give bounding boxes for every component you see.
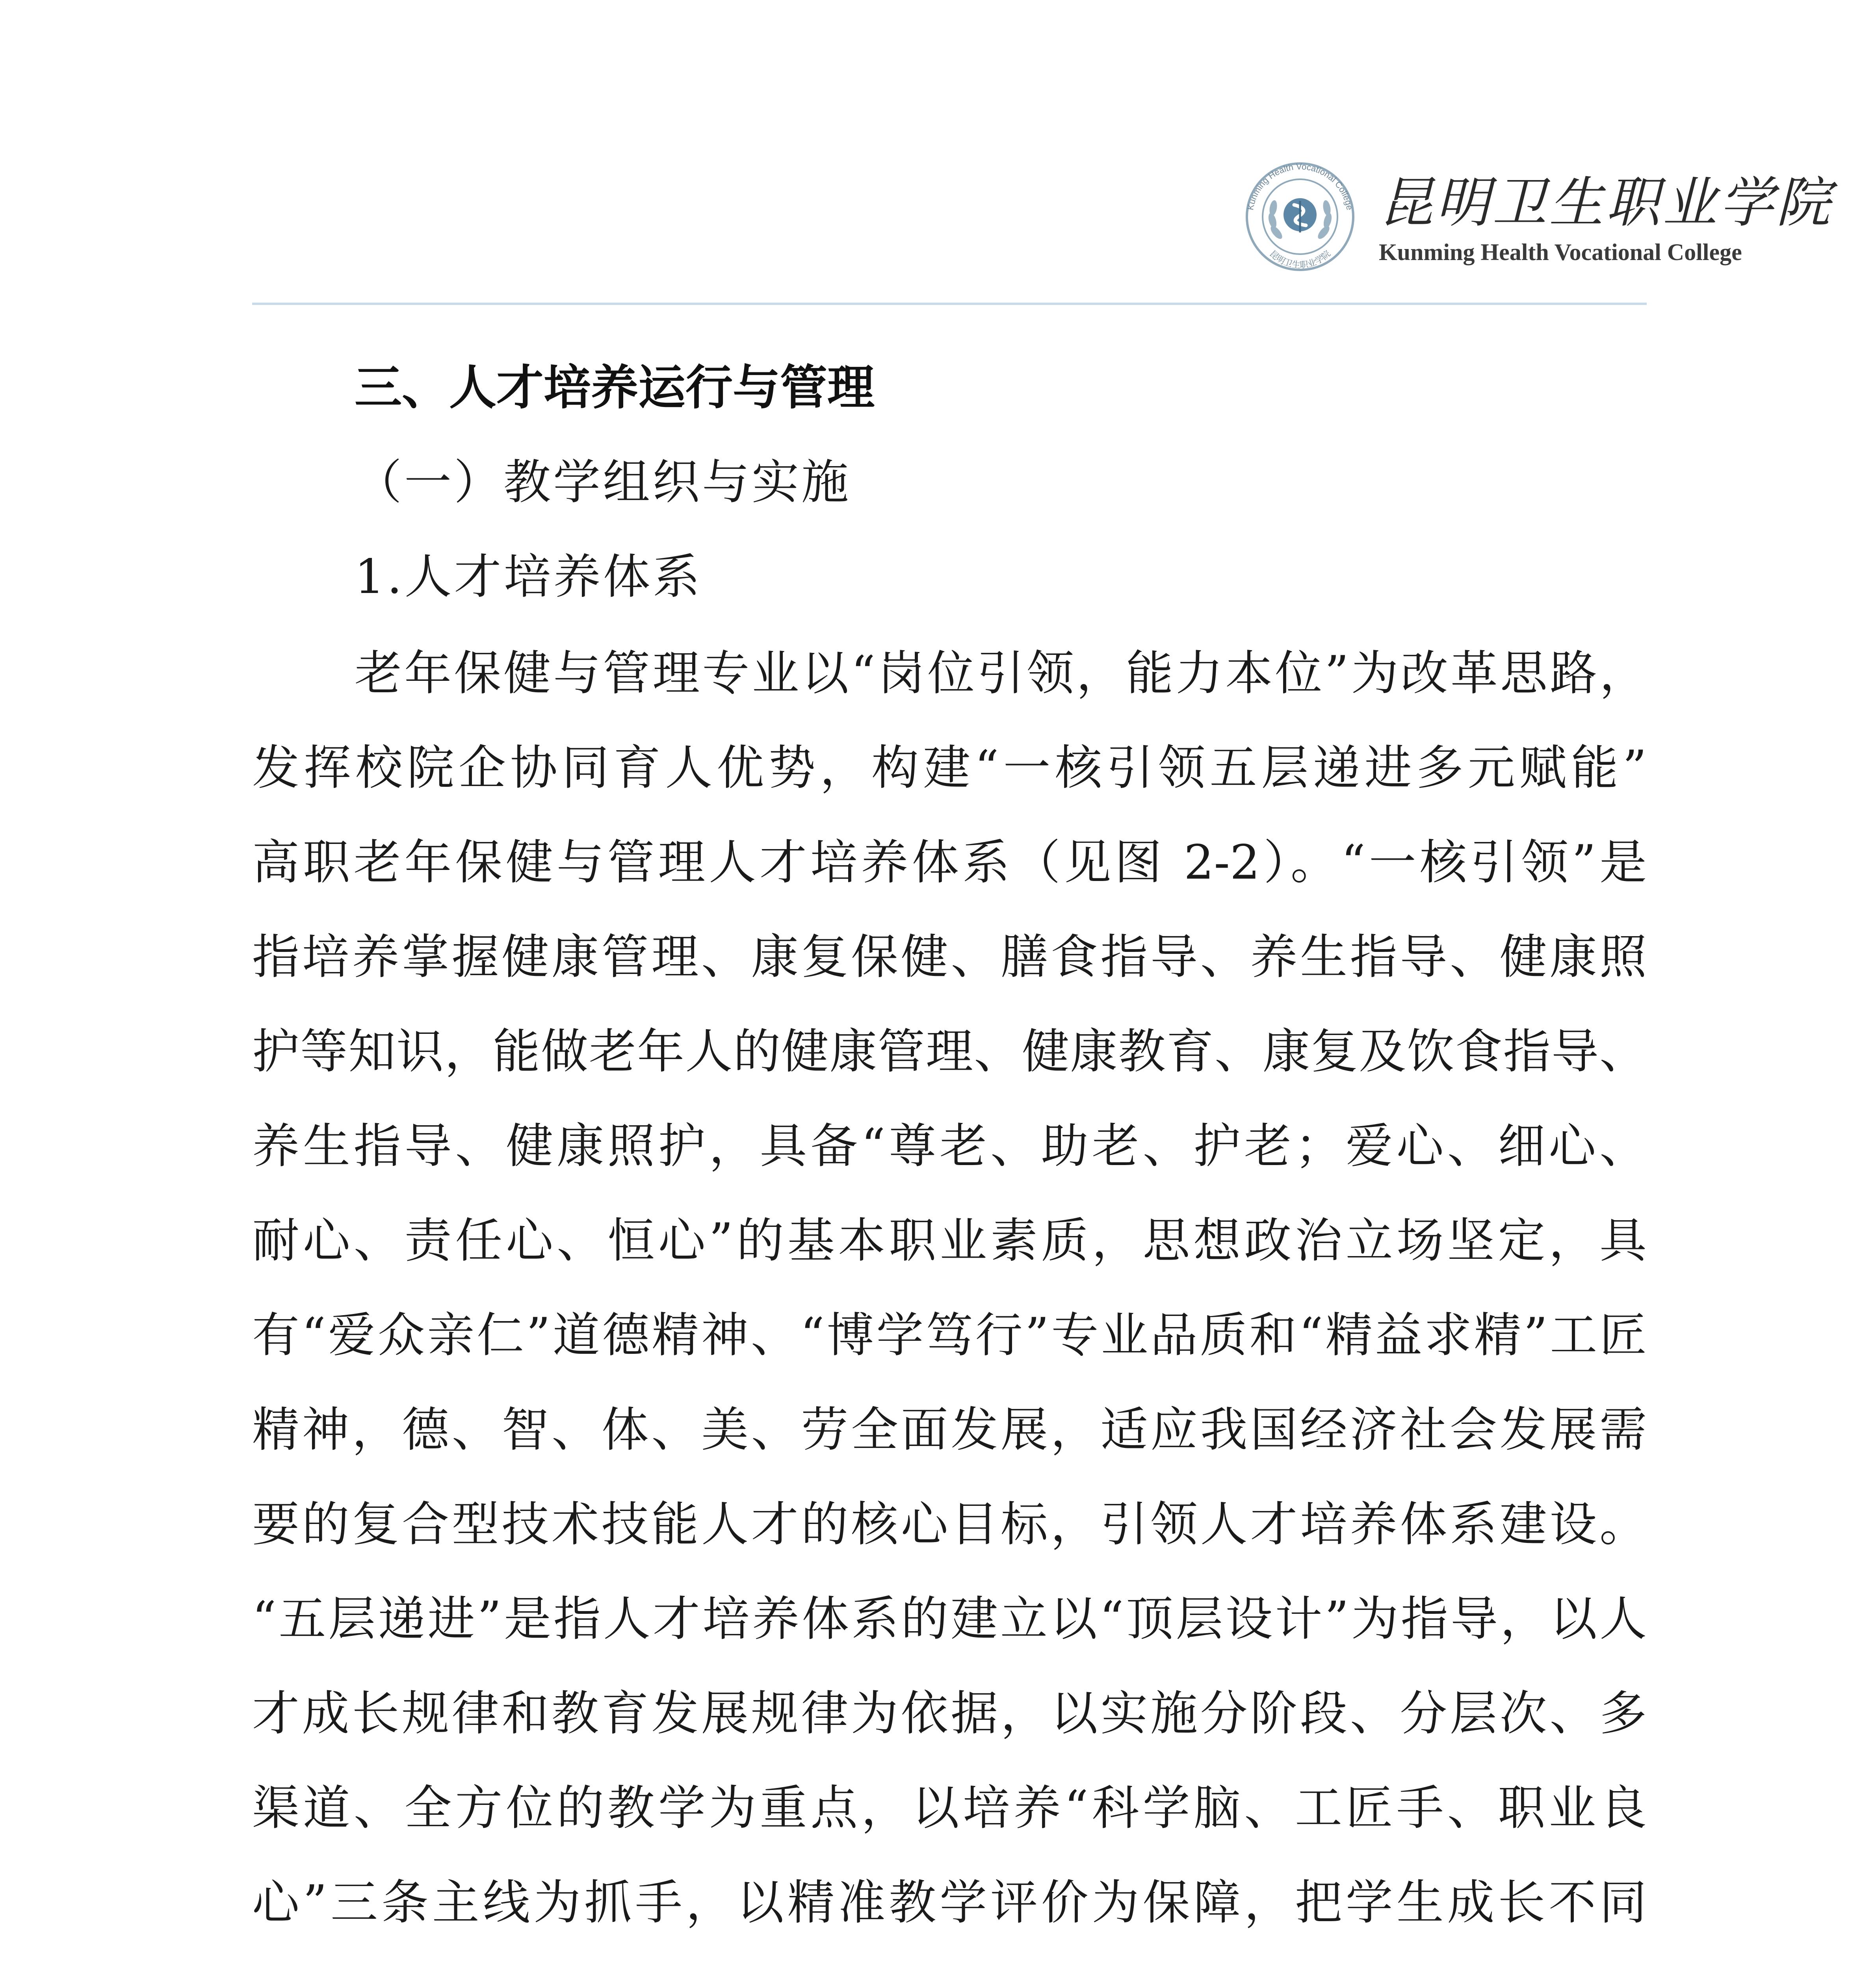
body-line: 耐心、责任心、恒心”的基本职业素质，思想政治立场坚定，具 <box>252 1214 1647 1268</box>
svg-text:Kunming Health Vocational Coll: Kunming Health Vocational College <box>1245 161 1355 211</box>
body-line: 指培养掌握健康管理、康复保健、膳食指导、养生指导、健康照 <box>252 930 1647 985</box>
college-name-english: Kunming Health Vocational College <box>1379 239 1742 265</box>
body-line: 要的复合型技术技能人才的核心目标，引领人才培养体系建设。 <box>252 1497 1647 1552</box>
body-line: 渠道、全方位的教学为重点，以培养“科学脑、工匠手、职业良 <box>252 1781 1647 1836</box>
body-line: 有“爱众亲仁”道德精神、“博学笃行”专业品质和“精益求精”工匠 <box>252 1308 1647 1363</box>
body-paragraph <box>252 634 1647 1970</box>
body-line: 老年保健与管理专业以“岗位引领，能力本位”为改革思路， <box>355 646 1647 701</box>
body-line: 养生指导、健康照护，具备“尊老、助老、护老；爱心、细心、 <box>252 1119 1647 1174</box>
section-heading: 三、人才培养运行与管理 <box>355 361 875 415</box>
college-emblem-icon <box>1229 158 1371 276</box>
body-line: 发挥校院企协同育人优势，构建“一核引领五层递进多元赋能” <box>252 741 1647 795</box>
item-heading: 1.人才培养体系 <box>355 550 702 604</box>
header-divider <box>252 303 1647 305</box>
body-line: 护等知识，能做老年人的健康管理、健康教育、康复及饮食指导、 <box>252 1024 1647 1079</box>
college-name-chinese: 昆明卫生职业学院 <box>1379 171 1833 234</box>
body-line: “五层递进”是指人才培养体系的建立以“顶层设计”为指导，以人 <box>252 1592 1647 1647</box>
body-line: 高职老年保健与管理人才培养体系（见图 2-2）。“一核引领”是 <box>252 835 1647 890</box>
subsection-heading: （一）教学组织与实施 <box>355 455 851 510</box>
body-line <box>252 1958 1647 1970</box>
body-line: 心”三条主线为抓手，以精准教学评价为保障，把学生成长不同 <box>252 1875 1647 1930</box>
body-line: 才成长规律和教育发展规律为依据，以实施分阶段、分层次、多 <box>252 1686 1647 1741</box>
svg-text:昆明卫生职业学院: 昆明卫生职业学院 <box>1267 249 1333 271</box>
page-header <box>0 0 1876 307</box>
body-line: 精神，德、智、体、美、劳全面发展，适应我国经济社会发展需 <box>252 1403 1647 1457</box>
